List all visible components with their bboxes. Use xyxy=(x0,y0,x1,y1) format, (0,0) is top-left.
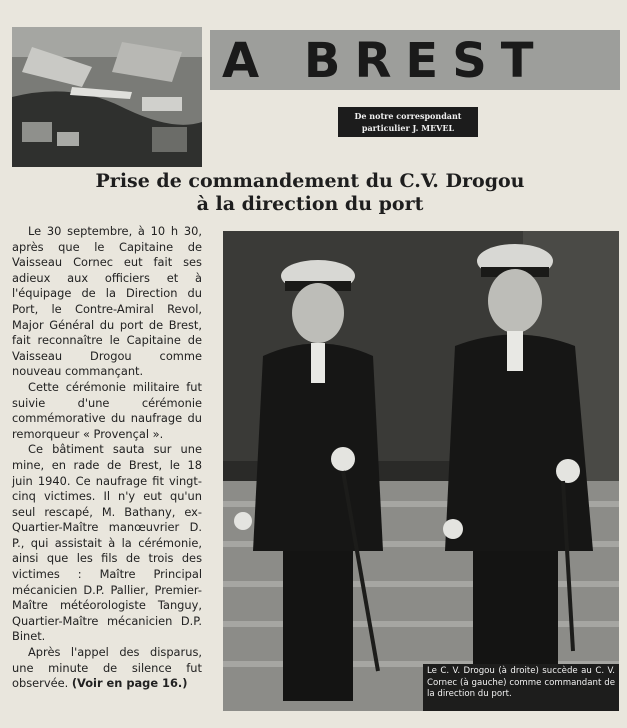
headline xyxy=(30,170,590,216)
article-paragraph: Cette cérémonie militaire fut suivie d'une cérémonie commémorative du naufrage du remorqueur « Provençal ». xyxy=(12,379,202,441)
officers-photo xyxy=(223,231,619,711)
article-paragraph: Le 30 septembre, à 10 h 30, après que le Capitaine de Vaisseau Cornec eut fait ses adieux aux officiers et à l'équipage de la Direction du Port, le Contre-Amiral Revol, Major Général du port de Brest, fait reconnaître le Capitaine de Vaisseau Drogou comme nouveau commançant. xyxy=(12,224,202,379)
byline-box xyxy=(338,107,478,137)
headline-line-1: Prise de commandement du C.V. Drogou xyxy=(95,170,525,192)
article-paragraph xyxy=(12,645,202,692)
byline-line-2: particulier J. MEVEL xyxy=(361,123,455,133)
headline-line-2: à la direction du port xyxy=(196,193,424,215)
article-body xyxy=(12,224,202,692)
article-closing-text: Après l'appel des disparus, une minute de silence fut observée. xyxy=(12,645,202,691)
page-title: A BREST xyxy=(222,33,548,89)
article-paragraph: Ce bâtiment sauta sur une mine, en rade de Brest, le 18 juin 1940. Ce naufrage fit vingt-cinq victimes. Il n'y eut qu'un seul rescapé, M. Bathany, ex-Quartier-Maître manœuvrier D. P., qui assistait à la cérémonie, ainsi que les fils de trois des victimes : Maître Principal mécanicien D.P. Pallier, Premier-Maître météorologiste Tanguy, Quartier-Maître mécanicien D.P. Binet. xyxy=(12,442,202,644)
photo-caption: Le C. V. Drogou (à droite) succède au C. V. Cornec (à gauche) comme commandant de la direction du port. xyxy=(423,664,619,711)
page-reference: (Voir en page 16.) xyxy=(71,676,188,691)
byline-line-1: De notre correspondant xyxy=(354,111,462,121)
harbor-aerial-photo xyxy=(12,27,202,167)
